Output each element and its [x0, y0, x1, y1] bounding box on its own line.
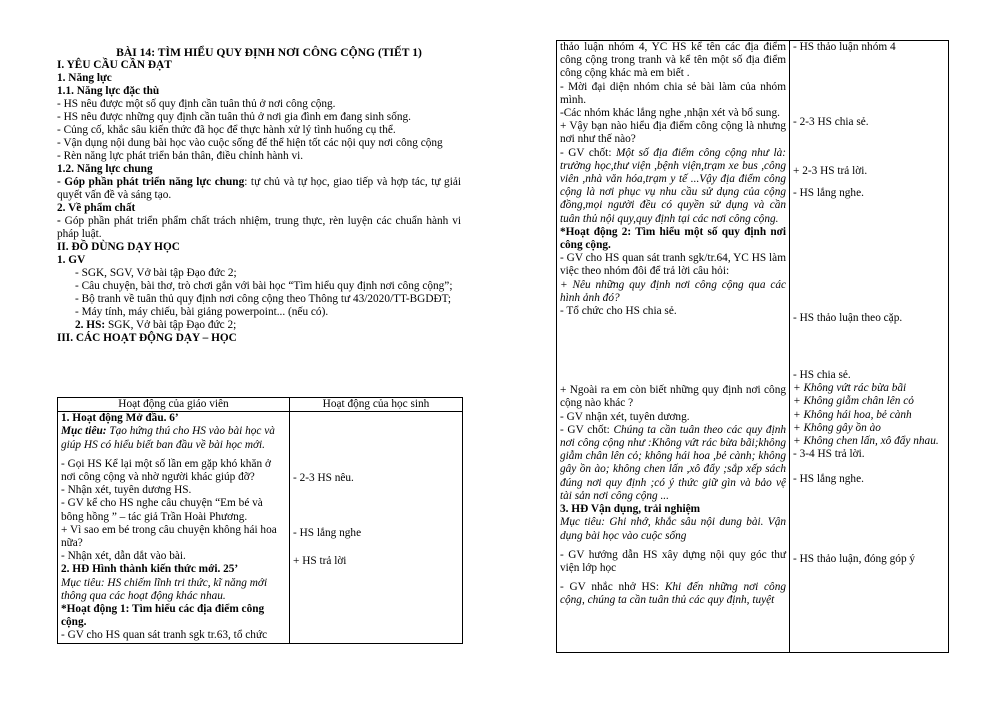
- student-answer: - HS thảo luận nhóm 4: [793, 41, 896, 53]
- conclusion-text: Một số địa điểm công cộng như là: trường học,thư viện ,bệnh viện,trạm xe bus ,công viên ,nhà văn hóa,trạm y tế ...Vậy địa điểm công cộng là nơi phục vụ nhu cầu sử dụng của cộng đồng,mọi người đều có quyền sử dụng và cần tuân thủ nội quy,quy định tại các nơi công cộng.: [560, 146, 786, 225]
- student-answer: + HS trả lời: [293, 554, 347, 567]
- objective: Mục tiêu: Ghi nhớ, khắc sâu nội dung bài. Vận dụng bài học vào cuộc sống: [560, 516, 786, 542]
- student-answer: + Không chen lấn, xô đẩy nhau.: [793, 435, 939, 448]
- paragraph: - GV kể cho HS nghe câu chuyện “Em bé và bông hồng ” – tác giả Trần Hoài Phương.: [61, 497, 263, 523]
- subsection-heading: 1.1. Năng lực đặc thù: [57, 85, 160, 97]
- student-answer: + Không hái hoa, bẻ cành: [793, 408, 912, 421]
- student-answer: + 2-3 HS trả lời.: [793, 165, 868, 178]
- table-row: [557, 41, 949, 653]
- paragraph: - Nhận xét, tuyên dương HS.: [61, 484, 192, 497]
- section-heading: II. ĐỒ DÙNG DẠY HỌC: [57, 241, 180, 253]
- activity-heading: 3. HĐ Vận dụng, trải nghiệm: [560, 503, 701, 516]
- subsection-heading: 1. GV: [57, 254, 86, 266]
- text: : tự chủ và tự học, giao tiếp và hợp tác, tự giải quyết vấn đề và sáng tạo.: [57, 176, 461, 201]
- paragraph: - HS nêu được một số quy định cần tuân thủ ở nơi công cộng.: [57, 98, 336, 110]
- paragraph: + Vì sao em bé trong câu chuyện không hái hoa nữa?: [61, 523, 277, 550]
- conclusion-text: Chúng ta cần tuân theo các quy định nơi công cộng như :Không vứt rác bừa bãi;không giẫm chân lên cỏ; không hái hoa ,bẻ cành; không gây ồn ào; không chen lấn ,xô đẩy ;sắp xếp sách đúng nơi quy định ;có ý thức giữ gìn và bảo vệ tài sản nơi công cộng ...: [560, 423, 787, 502]
- paragraph: [57, 215, 461, 241]
- paragraph: - Tổ chức cho HS chia sẻ.: [560, 305, 677, 318]
- section-heading: III. CÁC HOẠT ĐỘNG DẠY – HỌC: [57, 332, 237, 344]
- student-answer: + Không giẫm chân lên cỏ: [793, 395, 914, 408]
- student-answer: - HS thảo luận, đóng góp ý: [793, 552, 916, 565]
- paragraph: - Gọi HS Kể lại một số lần em gặp khó khăn ở nơi công cộng và nhờ người khác giúp đỡ?: [61, 457, 271, 484]
- paragraph: - Củng cố, khắc sâu kiến thức đã học để thực hành xử lý tình huống cụ thể.: [57, 124, 396, 136]
- text: Góp phần phát triển phẩm chất trách nhiệm, trung thực, rèn luyện các chuẩn hành vi pháp luật.: [57, 215, 461, 240]
- bold-text: 2. HS:: [75, 319, 106, 331]
- paragraph: - GV hướng dẫn HS xây dựng nội quy góc thư viện lớp học: [560, 548, 786, 574]
- student-answer: - HS lắng nghe: [293, 527, 362, 540]
- student-answer: + Không gây ồn ào: [793, 421, 881, 434]
- paragraph: [57, 176, 461, 202]
- paragraph: [560, 424, 786, 503]
- bold-text: - Góp phần phát triển năng lực chung: [57, 176, 245, 188]
- student-answer: - 2-3 HS chia sẻ.: [793, 116, 869, 129]
- left-column: [57, 46, 461, 345]
- label: - GV nhắc nhở HS:: [560, 581, 665, 594]
- paragraph: - Nhận xét, dẫn dắt vào bài.: [61, 550, 186, 563]
- teacher-cell: [58, 412, 290, 643]
- paragraph: [560, 581, 786, 607]
- paragraph: thảo luận nhóm 4, YC HS kể tên các địa điểm công cộng trong tranh và kể tên một số địa điểm công cộng khác mà em biết .: [560, 41, 786, 80]
- paragraph: [560, 147, 786, 226]
- bold-text: -: [57, 215, 65, 227]
- objective-text: Tạo hứng thú cho HS vào bài học và giúp HS có hiểu biết ban đầu về bài học mới.: [61, 425, 275, 451]
- activity-heading: *Hoạt động 2: Tìm hiểu một số quy định nơi công cộng.: [560, 225, 786, 252]
- paragraph: - GV cho HS quan sát tranh sgk/tr.64, YC HS làm việc theo nhóm đôi để trả lời câu hỏi:: [560, 252, 786, 278]
- paragraph: -Các nhóm khác lắng nghe ,nhận xét và bổ sung.: [560, 107, 780, 120]
- paragraph: - GV nhận xét, tuyên dương.: [560, 410, 690, 423]
- student-answer: - 3-4 HS trả lời.: [793, 448, 865, 461]
- column-header: Hoạt động của học sinh: [290, 398, 463, 412]
- student-answer: - HS lắng nghe.: [793, 473, 864, 486]
- student-answer: - HS chia sẻ.: [793, 369, 851, 382]
- objective: [61, 425, 286, 451]
- label: - GV chốt:: [560, 146, 616, 159]
- question: + Nêu những quy định nơi công cộng qua các hình ảnh đó?: [560, 278, 786, 304]
- student-answer: - 2-3 HS nêu.: [293, 472, 354, 485]
- list-item: - Máy tính, máy chiếu, bài giảng powerpoint... (nếu có).: [75, 306, 329, 318]
- column-header: Hoạt động của giáo viên: [58, 398, 290, 412]
- list-item: - Câu chuyện, bài thơ, trò chơi gắn với bài học “Tìm hiểu quy định nơi công cộng”;: [75, 280, 453, 292]
- student-cell: [290, 412, 463, 643]
- objective: Mục tiêu: HS chiếm lĩnh tri thức, kĩ năng mới thông qua các hoạt động khác nhau.: [61, 576, 268, 602]
- paragraph: - Rèn năng lực phát triển bản thân, điều chỉnh hành vi.: [57, 150, 304, 162]
- paragraph: - Vận dụng nội dung bài học vào cuộc sống để thể hiện tốt các nội quy nơi công cộng: [57, 137, 443, 149]
- paragraph: - Mời đại diện nhóm chia sẻ bài làm của nhóm mình.: [560, 80, 786, 106]
- text: SGK, Vở bài tập Đạo đức 2;: [105, 319, 237, 331]
- activity-heading: *Hoạt động 1: Tìm hiểu các địa điểm công cộng.: [61, 603, 265, 629]
- paragraph: [57, 319, 461, 332]
- student-answer: - HS lắng nghe.: [793, 186, 864, 199]
- lesson-title: BÀI 14: TÌM HIỂU QUY ĐỊNH NƠI CÔNG CỘNG (TIẾT 1): [116, 46, 422, 59]
- teacher-cell: [557, 41, 790, 653]
- paragraph: + Vậy bạn nào hiểu địa điểm công cộng là nhưng nơi như thế nào?: [560, 120, 786, 146]
- objective-label: Mục tiêu:: [61, 425, 107, 438]
- student-answer: + Không vứt rác bừa bãi: [793, 382, 907, 395]
- student-cell: [790, 41, 949, 653]
- activity-heading: 1. Hoạt động Mở đầu. 6’: [61, 412, 179, 425]
- subsection-heading: 1.2. Năng lực chung: [57, 163, 153, 175]
- student-answer: - HS thảo luận theo cặp.: [793, 311, 903, 324]
- subsection-heading: 2. Về phẩm chất: [57, 202, 136, 214]
- paragraph: + Ngoài ra em còn biết những quy định nơi công cộng nào khác ?: [560, 384, 786, 410]
- label: - GV chốt:: [560, 423, 614, 436]
- paragraph: - HS nêu được những quy định cần tuân thủ ở nơi gia đình em đang sinh sống.: [57, 111, 411, 123]
- reminder-text: Khi đến những nơi công cộng, chúng ta cần tuân thủ các quy định, tuyệt: [560, 581, 787, 607]
- table-header-row: [58, 398, 463, 412]
- section-heading: I. YÊU CẦU CẦN ĐẠT: [57, 59, 172, 71]
- paragraph: - GV cho HS quan sát tranh sgk tr.63, tổ chức: [61, 629, 268, 642]
- activity-heading: 2. HĐ Hình thành kiến thức mới. 25’: [61, 563, 239, 576]
- list-item: - Bộ tranh về tuân thủ quy định nơi công cộng theo Thông tư 43/2020/TT-BGDĐT;: [75, 293, 452, 305]
- list-item: - SGK, SGV, Vở bài tập Đạo đức 2;: [75, 267, 237, 279]
- activities-table-left: [57, 397, 463, 644]
- activities-table-right: [556, 40, 949, 653]
- table-row: [58, 412, 463, 643]
- subsection-heading: 1. Năng lực: [57, 72, 112, 84]
